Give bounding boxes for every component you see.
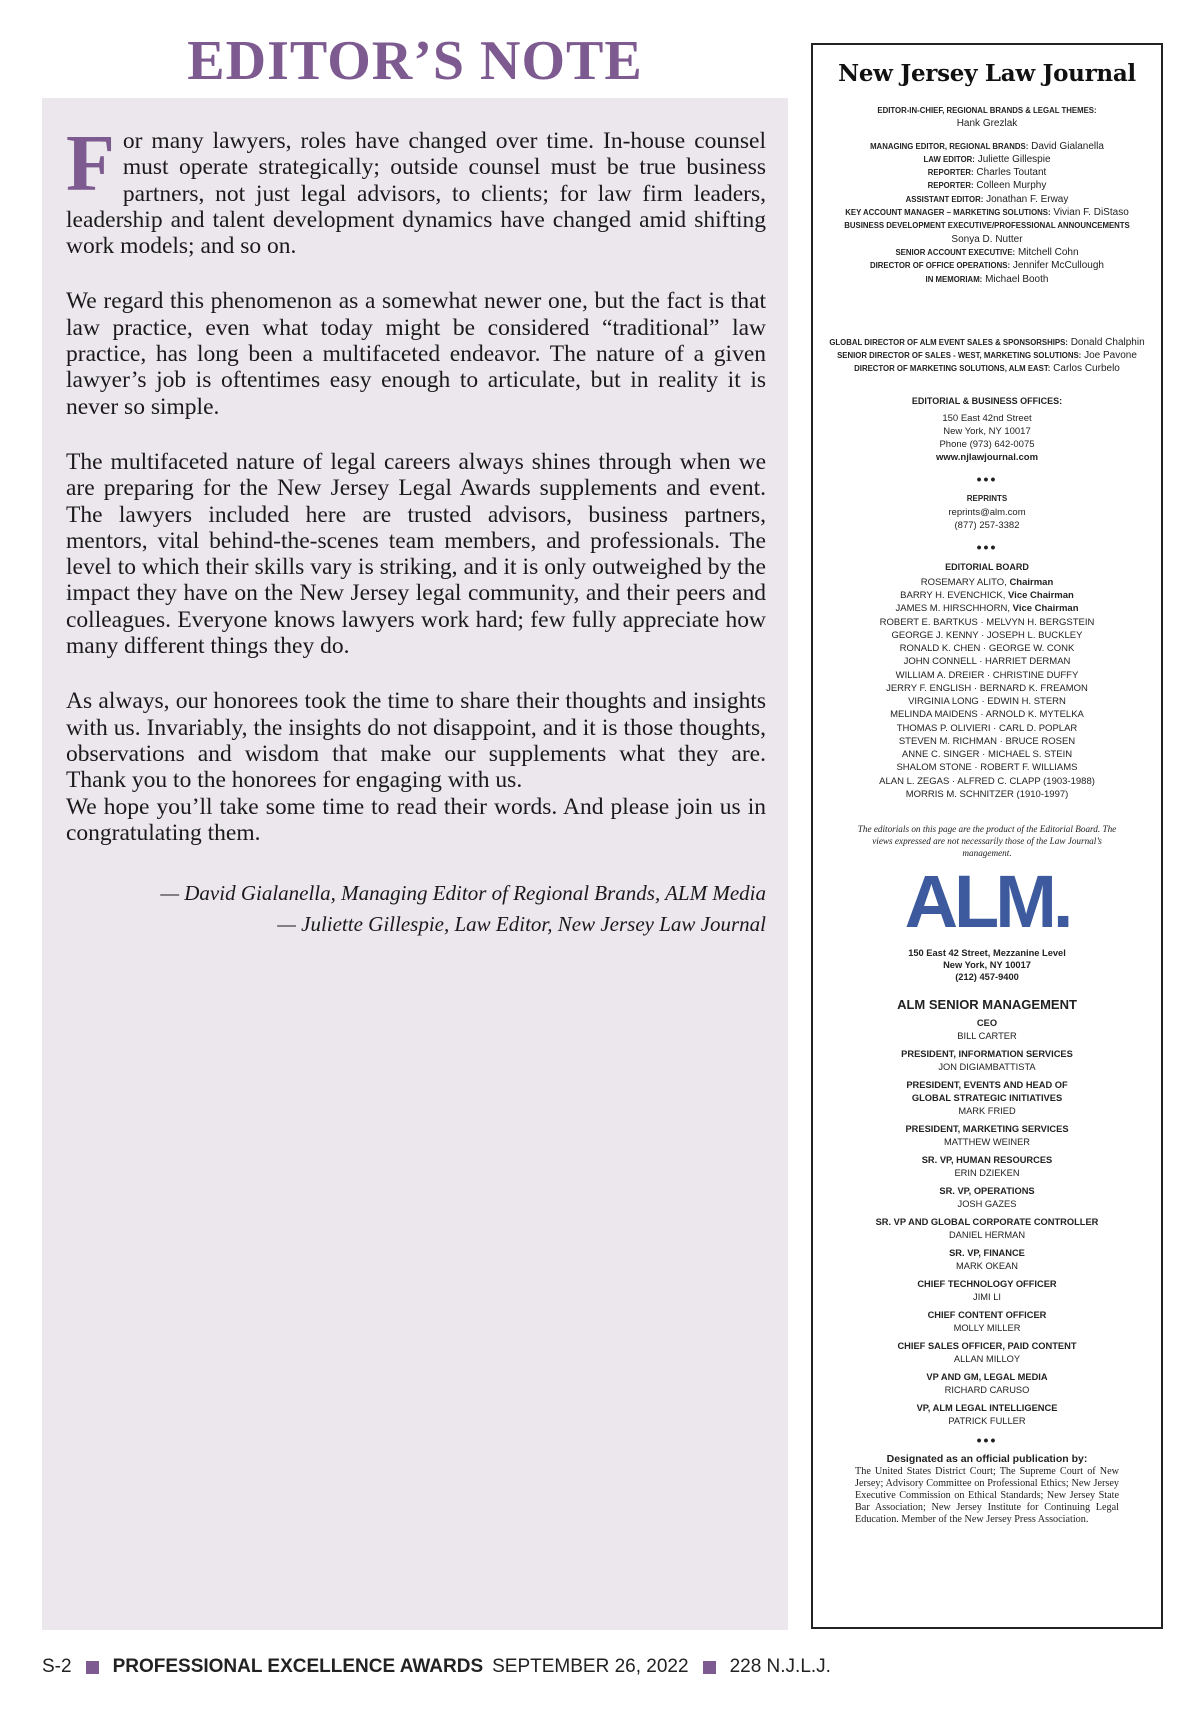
board-member-line: ROBERT E. BARTKUS · MELVYN H. BERGSTEIN [879, 616, 1095, 628]
sales-entry: GLOBAL DIRECTOR OF ALM EVENT SALES & SPONSORSHIPS: Donald Chalphin [829, 336, 1145, 348]
editors-note-panel [42, 98, 788, 1630]
sales-entry: DIRECTOR OF MARKETING SOLUTIONS, ALM EAST: Carlos Curbelo [854, 363, 1120, 375]
alm-phone: (212) 457-9400 [955, 972, 1019, 982]
board-member-line: ANNE C. SINGER · MICHAEL S. STEIN [901, 749, 1073, 760]
management-entry: PRESIDENT, EVENTS AND HEAD OF GLOBAL STRATEGIC INITIATIVES MARK FRIED [906, 1080, 1068, 1116]
board-member-line: WILLIAM A. DREIER · CHRISTINE DUFFY [895, 669, 1079, 681]
offices-address-2: New York, NY 10017 [943, 425, 1031, 437]
staff-entry: LAW EDITOR: Juliette Gillespie [923, 153, 1051, 165]
designated-text: The United States District Court; The Supreme Court of New Jersey; Advisory Committee on Professional Ethics; New Jersey Executive Commission on Ethical Standards; New Jersey State Bar Association; New Jersey Institute for Continuing Legal Education. Member of the New Jersey Press Association. [855, 1466, 1119, 1525]
management-entry: VP, ALM LEGAL INTELLIGENCE PATRICK FULLER [916, 1403, 1058, 1426]
management-list [813, 1017, 1161, 1428]
journal-logo: New Jersey Law Journal [838, 60, 1136, 87]
board-member-line: ALAN L. ZEGAS · ALFRED C. CLAPP (1903-1988) [879, 775, 1095, 787]
separator-dots: ••• [976, 538, 998, 555]
board-member-line: JERRY F. ENGLISH · BERNARD K. FREAMON [886, 682, 1088, 694]
signature-gillespie: — Juliette Gillespie, Law Editor, New Jersey Law Journal [277, 912, 766, 937]
management-entry: PRESIDENT, MARKETING SERVICES MATTHEW WEINER [905, 1124, 1069, 1147]
footer-section: PROFESSIONAL EXCELLENCE AWARDS [112, 1656, 484, 1677]
masthead-eic-role: EDITOR-IN-CHIEF, REGIONAL BRANDS & LEGAL THEMES: [877, 106, 1097, 115]
footer-square-icon [703, 1661, 716, 1674]
drop-cap: F [66, 120, 115, 208]
alm-logo: ALM. [904, 860, 1070, 943]
staff-entry: REPORTER: Charles Toutant [927, 167, 1047, 179]
note-paragraph-3: The multifaceted nature of legal careers always shines through when we are preparing for the New Jersey Legal Awards supplements and event. The lawyers included here are trusted advisors, business partners, mentors, vital behind-the-scenes team members, and professionals. The level to which their skills vary is striking, and it is only outweighed by the impact they have on the New Jersey legal community, and their peers and colleagues. Everyone knows lawyers work hard; few fully appreciate how many different things they do. [66, 448, 766, 660]
board-member-line: JOHN CONNELL · HARRIET DERMAN [903, 656, 1071, 668]
alm-address-2: New York, NY 10017 [943, 960, 1031, 970]
management-entry: CHIEF SALES OFFICER, PAID CONTENT ALLAN MILLOY [897, 1341, 1077, 1364]
staff-entry: ASSISTANT EDITOR: Jonathan F. Erway [905, 193, 1069, 205]
signatures [66, 878, 766, 940]
management-entry: CHIEF TECHNOLOGY OFFICER JIMI LI [917, 1279, 1057, 1302]
staff-entry: DIRECTOR OF OFFICE OPERATIONS: Jennifer McCullough [869, 260, 1104, 272]
staff-entry: KEY ACCOUNT MANAGER – MARKETING SOLUTIONS: Vivian F. DiStaso [845, 207, 1129, 219]
management-entry: PRESIDENT, INFORMATION SERVICES JON DIGIAMBATTISTA [901, 1049, 1073, 1072]
board-chairman: ROSEMARY ALITO, Chairman [920, 576, 1054, 588]
board-vice-chairman: JAMES M. HIRSCHHORN, Vice Chairman [895, 603, 1079, 615]
editorial-disclaimer: The editorials on this page are the product of the Editorial Board. The views expressed are not necessarily those of the Law Journal’s management. [857, 824, 1117, 858]
board-member-line: VIRGINIA LONG · EDWIN H. STERN [908, 696, 1066, 707]
offices-heading: EDITORIAL & BUSINESS OFFICES: [911, 395, 1063, 406]
staff-entry: Sonya D. Nutter [951, 233, 1023, 245]
note-paragraph-5: We hope you’ll take some time to read their words. And please join us in congratulating them. [66, 793, 766, 846]
footer-page-number: S-2 [42, 1656, 72, 1677]
offices-phone: Phone (973) 642-0075 [939, 438, 1035, 450]
note-paragraph-1-text: or many lawyers, roles have changed over time. In-house counsel must operate strategically; outside counsel must be true business partners, not just legal advisors, to clients; for law firm leaders, leadership and talent development dynamics have changed amid shifting work models; and so on. [66, 128, 766, 260]
staff-entry: SENIOR ACCOUNT EXECUTIVE: Mitchell Cohn [895, 246, 1079, 258]
staff-entry: REPORTER: Colleen Murphy [927, 180, 1047, 192]
sales-entry: SENIOR DIRECTOR OF SALES - WEST, MARKETING SOLUTIONS: Joe Pavone [837, 350, 1137, 362]
reprints-heading: REPRINTS [966, 493, 1008, 503]
masthead-staff-list [813, 140, 1161, 286]
masthead-sales-list [813, 336, 1161, 376]
note-paragraph-4: As always, our honorees took the time to share their thoughts and insights with us. Invariably, the insights do not disappoint, and it is those thoughts, observations and wisdom that make our supplements what they are. Thank you to the honorees for engaging with us. [66, 688, 766, 794]
management-entry: VP AND GM, LEGAL MEDIA RICHARD CARUSO [926, 1372, 1048, 1395]
page-footer [42, 1652, 831, 1682]
management-heading: ALM SENIOR MANAGEMENT [897, 997, 1077, 1012]
reprints-email: reprints@alm.com [948, 506, 1026, 518]
designated-heading: Designated as an official publication by: [886, 1453, 1088, 1465]
management-entry: CHIEF CONTENT OFFICER MOLLY MILLER [927, 1310, 1047, 1333]
management-entry: CEO BILL CARTER [957, 1018, 1017, 1041]
offices-address-1: 150 East 42nd Street [942, 412, 1032, 424]
board-member-line: STEVEN M. RICHMAN · BRUCE ROSEN [898, 735, 1076, 747]
board-member-line: THOMAS P. OLIVIERI · CARL D. POPLAR [896, 722, 1078, 734]
management-entry: SR. VP, OPERATIONS JOSH GAZES [939, 1186, 1035, 1209]
alm-address-1: 150 East 42 Street, Mezzanine Level [908, 948, 1066, 958]
signature-gialanella: — David Gialanella, Managing Editor of Regional Brands, ALM Media [160, 881, 766, 906]
reprints-phone: (877) 257-3382 [954, 519, 1020, 531]
offices-web: www.njlawjournal.com [935, 451, 1039, 463]
footer-square-icon [86, 1661, 99, 1674]
management-entry: SR. VP, FINANCE MARK OKEAN [949, 1248, 1025, 1271]
management-entry: SR. VP, HUMAN RESOURCES ERIN DZIEKEN [921, 1155, 1053, 1178]
footer-date: SEPTEMBER 26, 2022 [492, 1656, 689, 1677]
board-member-line: SHALOM STONE · ROBERT F. WILLIAMS [896, 762, 1078, 774]
staff-entry: MANAGING EDITOR, REGIONAL BRANDS: David Gialanella [870, 140, 1104, 152]
board-vice-chairman: BARRY H. EVENCHICK, Vice Chairman [900, 590, 1074, 601]
board-member-list [813, 616, 1161, 802]
footer-citation: 228 N.J.L.J. [729, 1656, 831, 1677]
board-member-line: GEORGE J. KENNY · JOSEPH L. BUCKLEY [891, 629, 1083, 641]
board-member-line: RONALD K. CHEN · GEORGE W. CONK [899, 643, 1075, 654]
board-member-line: MORRIS M. SCHNITZER (1910-1997) [905, 788, 1069, 800]
board-member-line: MELINDA MAIDENS · ARNOLD K. MYTELKA [890, 709, 1084, 721]
masthead-box [811, 43, 1163, 1629]
masthead-eic-name: Hank Grezlak [956, 118, 1018, 130]
note-paragraph-1 [66, 120, 766, 260]
note-paragraph-2: We regard this phenomenon as a somewhat newer one, but the fact is that law practice, even what today might be considered “traditional” law practice, has long been a multifaceted endeavor. The nature of a given lawyer’s job is oftentimes easy enough to articulate, but in reality it is never so simple. [66, 288, 766, 420]
page-title: EDITOR’S NOTE [187, 30, 643, 92]
separator-dots: ••• [976, 1432, 998, 1448]
management-entry: SR. VP AND GLOBAL CORPORATE CONTROLLER DANIEL HERMAN [875, 1217, 1099, 1240]
staff-entry: IN MEMORIAM: Michael Booth [925, 273, 1049, 285]
separator-dots: ••• [976, 470, 998, 487]
staff-entry: BUSINESS DEVELOPMENT EXECUTIVE/PROFESSIONAL ANNOUNCEMENTS [844, 221, 1130, 231]
board-heading: EDITORIAL BOARD [945, 561, 1029, 572]
